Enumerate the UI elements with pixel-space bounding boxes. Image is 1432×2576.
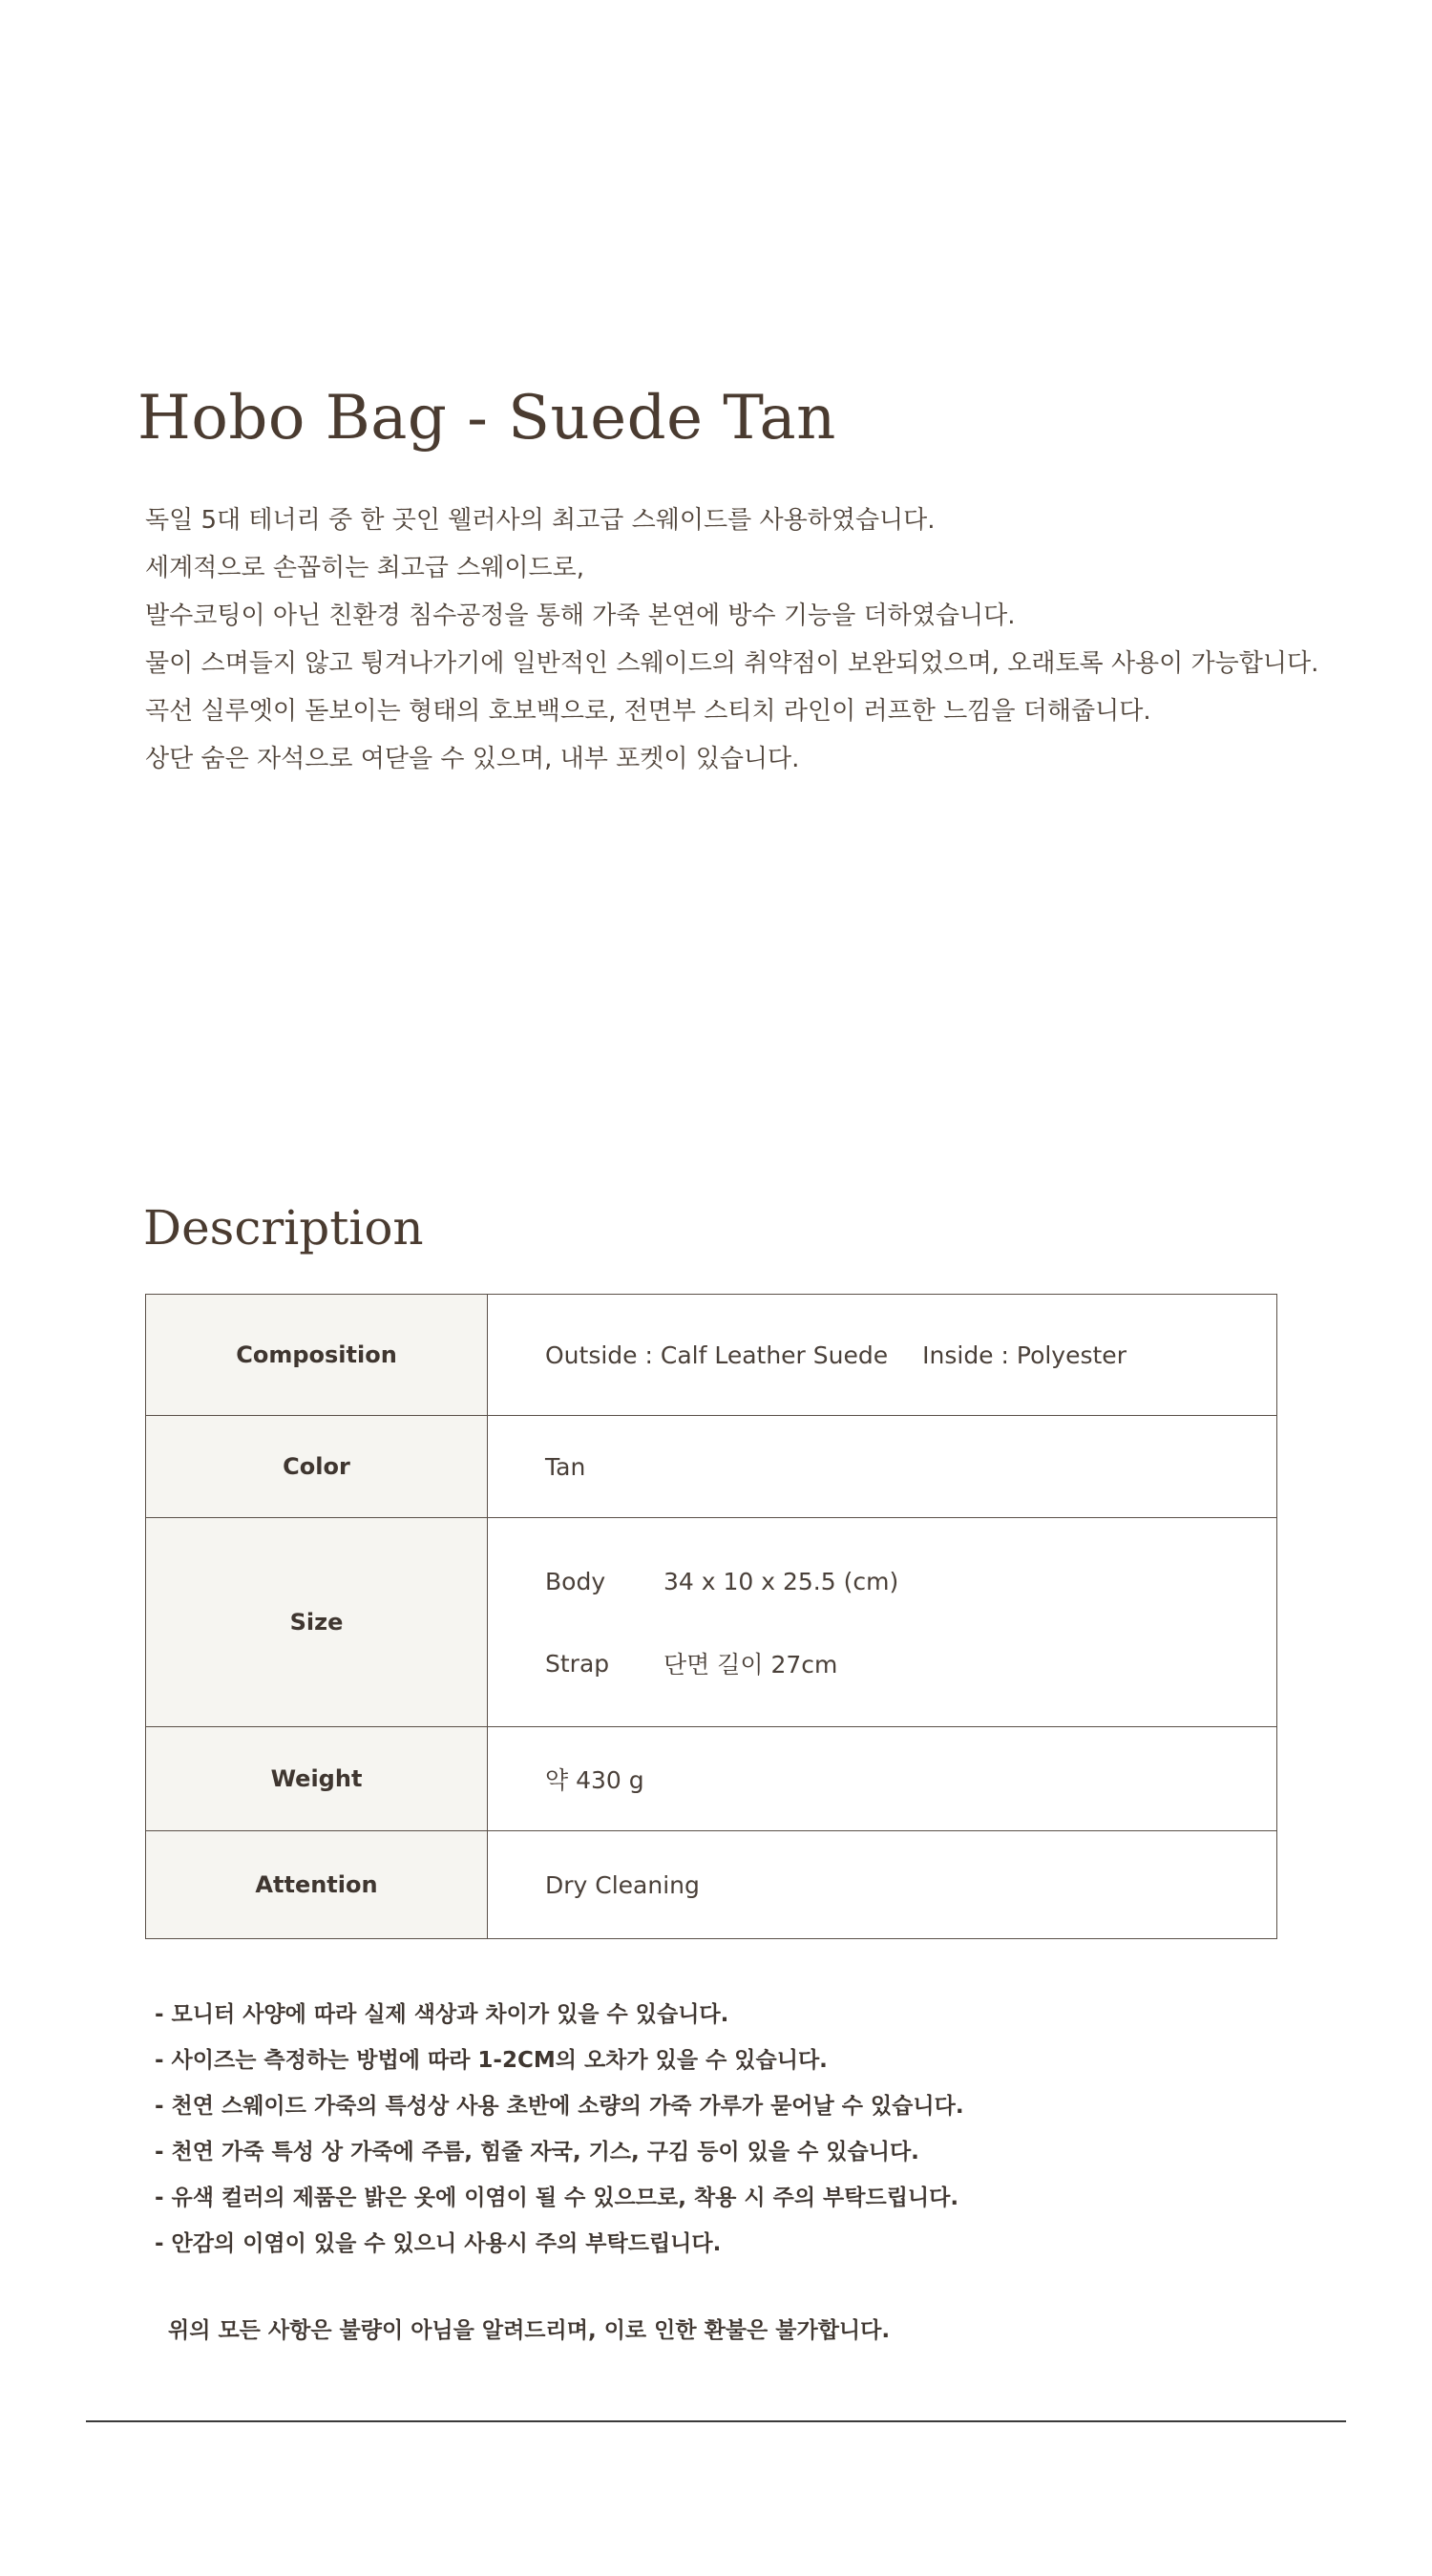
note-line: - 모니터 사양에 따라 실제 색상과 차이가 있을 수 있습니다.	[155, 2002, 729, 2027]
note-line: - 유색 컬러의 제품은 밝은 옷에 이염이 될 수 있으므로, 착용 시 주의 부탁드립니다.	[155, 2185, 959, 2210]
note-line: - 천연 스웨이드 가죽의 특성상 사용 초반에 소량의 가죽 가루가 묻어날 수 있습니다.	[155, 2094, 964, 2119]
composition-inside: Inside : Polyester	[922, 1341, 1127, 1369]
size-value	[488, 1518, 1277, 1727]
note-line: - 천연 가죽 특성 상 가죽에 주름, 힘줄 자국, 기스, 구김 등이 있을 수 있습니다.	[155, 2140, 919, 2164]
color-label: Color	[146, 1416, 488, 1518]
weight-value: 약 430 g	[488, 1727, 1277, 1831]
product-intro	[145, 496, 1338, 783]
size-body-value: 34 x 10 x 25.5 (cm)	[663, 1567, 899, 1595]
attention-value: Dry Cleaning	[488, 1831, 1277, 1939]
refund-disclaimer: 위의 모든 사항은 불량이 아님을 알려드리며, 이로 인한 환불은 불가합니다.	[168, 2318, 891, 2343]
table-row-composition	[146, 1295, 1277, 1416]
note-line: - 안감의 이염이 있을 수 있으니 사용시 주의 부탁드립니다.	[155, 2231, 722, 2256]
composition-value	[488, 1295, 1277, 1416]
table-row-attention	[146, 1831, 1277, 1939]
description-title: Description	[143, 1200, 424, 1256]
color-value: Tan	[488, 1416, 1277, 1518]
size-label: Size	[146, 1518, 488, 1727]
size-strap-label: Strap	[545, 1649, 610, 1678]
size-body-row	[545, 1540, 1275, 1622]
intro-line: 상단 숨은 자석으로 여닫을 수 있으며, 내부 포켓이 있습니다.	[145, 745, 800, 773]
bottom-divider	[86, 2420, 1346, 2422]
intro-line: 곡선 실루엣이 돋보이는 형태의 호보백으로, 전면부 스티치 라인이 러프한 느낌을 더해줍니다.	[145, 697, 1151, 726]
size-strap-value: 단면 길이 27cm	[663, 1651, 838, 1679]
table-row-size	[146, 1518, 1277, 1727]
intro-line: 세계적으로 손꼽히는 최고급 스웨이드로,	[145, 554, 585, 582]
composition-label: Composition	[146, 1295, 488, 1416]
composition-outside: Outside : Calf Leather Suede	[545, 1341, 889, 1369]
product-title: Hobo Bag - Suede Tan	[137, 383, 836, 454]
care-notes	[155, 1992, 964, 2267]
table-row-weight	[146, 1727, 1277, 1831]
intro-line: 독일 5대 테너리 중 한 곳인 웰러사의 최고급 스웨이드를 사용하였습니다.	[145, 506, 936, 535]
description-table	[145, 1294, 1277, 1939]
table-row-color	[146, 1416, 1277, 1518]
size-body-label: Body	[545, 1567, 606, 1595]
intro-line: 물이 스며들지 않고 튕겨나가기에 일반적인 스웨이드의 취약점이 보완되었으며, 오래토록 사용이 가능합니다.	[145, 649, 1319, 678]
note-line: - 사이즈는 측정하는 방법에 따라 1-2CM의 오차가 있을 수 있습니다.	[155, 2048, 828, 2073]
attention-label: Attention	[146, 1831, 488, 1939]
weight-label: Weight	[146, 1727, 488, 1831]
intro-line: 발수코팅이 아닌 친환경 침수공정을 통해 가죽 본연에 방수 기능을 더하였습니다.	[145, 602, 1016, 630]
size-strap-row	[545, 1622, 1275, 1704]
